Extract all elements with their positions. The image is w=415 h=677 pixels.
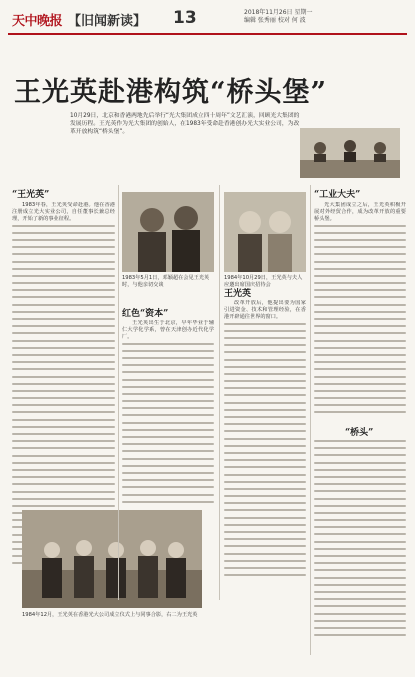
subhead-wang-2: 王光英 [224,289,252,299]
subhead-wang: “王光英” [12,190,50,200]
dateline [244,9,409,25]
masthead-rule [8,33,407,35]
col4-text-block [314,225,406,414]
column-divider-2 [219,185,220,600]
photo-meeting [300,128,400,178]
headline: 王光英赴港构筑“桥头堡” [14,77,328,108]
photo-couple [224,192,306,272]
column-divider-1 [118,185,119,600]
column-3 [224,300,306,600]
col4-paragraph-1: 光大集团成立之后，王光英积极开展对外经贸合作，成为改革开放的重要桥头堡。 [314,202,406,223]
caption-top-left: 1983年5月1日，邓颖超在会见王光英时，与他亲切交谈 [122,275,210,288]
masthead [8,8,407,30]
col2-paragraph-1: 王光英出生于北京，早年毕业于辅仁大学化学系，曾在天津创办近代化学厂。 [122,320,214,341]
lead-paragraph: 10月29日，北京和香港两地先后举行“光大集团成立四十周年”文艺汇演，回顾光大集团的发展历程。王光英作为光大集团的创始人，在1983年受命赴香港创办光大实业公司，为改革开放构筑“桥头堡”。 [70,113,300,135]
column-4b [314,440,406,650]
subhead-red-capital: 红色“资本” [122,309,169,319]
photo-deng-yingchao [122,192,214,272]
caption-bottom: 1984年12月，王光英在香港光大公司成立仪式上与同事合影，右二为王光英 [22,612,198,618]
subhead-industry-doctor: “工业大夫” [314,190,361,200]
subhead-bridgehead: “桥头” [345,428,374,438]
col3-paragraph-1: 改革开放后，他提出要为国家引进资金、技术和管理经验，在香港开辟通往世界的窗口。 [224,300,306,321]
column-2 [122,320,214,505]
page-number: 13 [173,8,197,28]
column-divider-3 [310,185,311,655]
col2-text-block [122,343,214,503]
dateline-date: 2018年11月26日 星期一 [244,9,313,16]
col1-paragraph-1: 1983年春，王光英受命赴港。他在香港注册成立光大实业公司，自任董事长兼总经理，开始了新的事业征程。 [12,202,115,223]
column-4 [314,202,406,422]
dateline-editors: 编辑 张秀丽 校对 何 波 [244,17,306,24]
col4b-text-block [314,440,406,636]
col3-text-block [224,323,306,577]
newspaper-logo: 天中晚报 [12,14,63,29]
section-label: 【旧闻新读】 [68,14,147,29]
caption-top-right: 1984年10月29日，王光英与夫人应邀出席国庆招待会 [224,275,303,288]
photo-group [22,510,202,608]
